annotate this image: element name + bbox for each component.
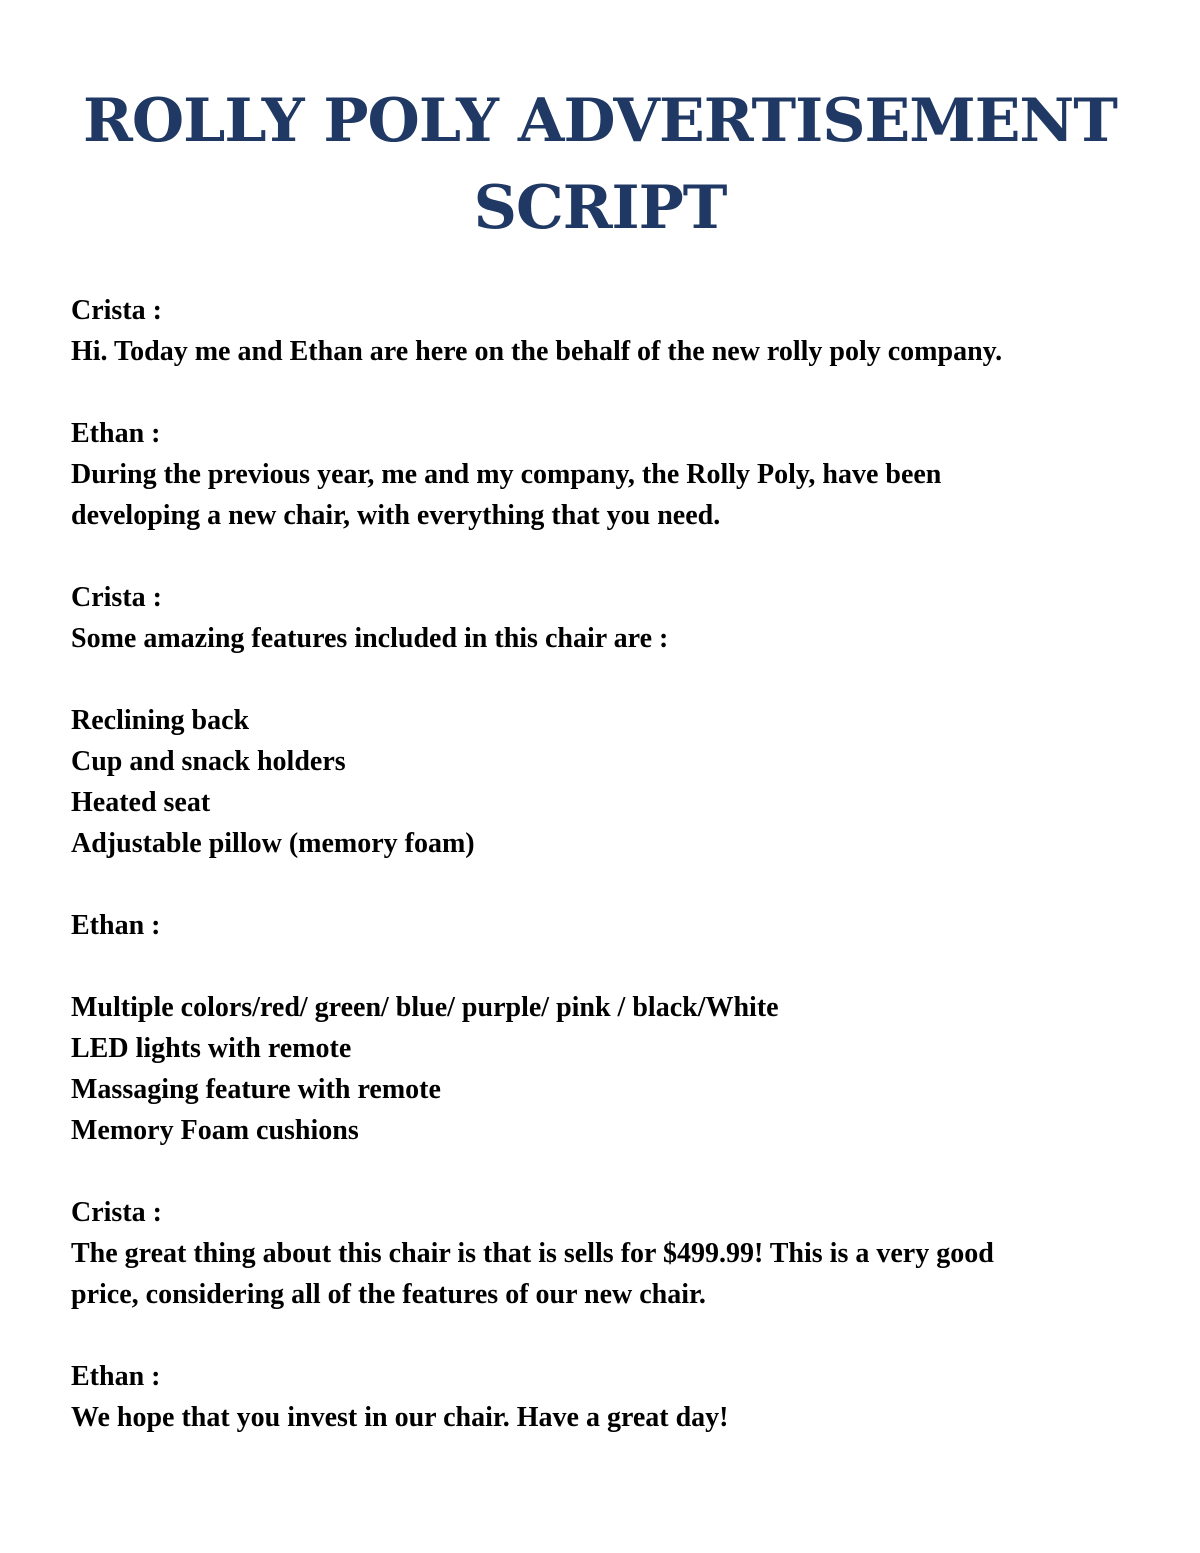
dialogue-line: Some amazing features included in this chair are : xyxy=(71,623,669,654)
paragraph-spacer xyxy=(71,1315,1161,1356)
speaker-label: Crista : xyxy=(71,1197,162,1228)
script-block-crista-3 xyxy=(71,1192,1161,1315)
dialogue-line: price, considering all of the features of our new chair. xyxy=(71,1279,706,1310)
feature-item: Reclining back xyxy=(71,705,250,736)
feature-item: Massaging feature with remote xyxy=(71,1074,441,1105)
title-line-2: SCRIPT xyxy=(473,173,727,243)
feature-list xyxy=(71,700,1161,864)
feature-item: Multiple colors/red/ green/ blue/ purple/ pink / black/White xyxy=(71,992,779,1023)
paragraph-spacer xyxy=(71,864,1161,905)
dialogue-line: The great thing about this chair is that is sells for $499.99! This is a very good xyxy=(71,1238,994,1269)
dialogue-line: Hi. Today me and Ethan are here on the behalf of the new rolly poly company. xyxy=(71,336,1003,367)
script-block-crista-2 xyxy=(71,577,1161,864)
feature-item: Adjustable pillow (memory foam) xyxy=(71,828,475,859)
paragraph-spacer xyxy=(71,536,1161,577)
dialogue-line: We hope that you invest in our chair. Have a great day! xyxy=(71,1402,729,1433)
speaker-label: Ethan : xyxy=(71,418,161,449)
paragraph-spacer xyxy=(71,372,1161,413)
dialogue-line: developing a new chair, with everything that you need. xyxy=(71,500,721,531)
title-line-1: ROLLY POLY ADVERTISEMENT xyxy=(83,86,1117,156)
speaker-label: Crista : xyxy=(71,582,162,613)
page-title xyxy=(60,78,1140,252)
speaker-label: Crista : xyxy=(71,295,162,326)
paragraph-spacer xyxy=(71,946,1161,987)
script-block-crista-1 xyxy=(71,290,1161,372)
speaker-label: Ethan : xyxy=(71,910,161,941)
script-block-ethan-2 xyxy=(71,905,1161,1151)
script-block-ethan-3 xyxy=(71,1356,1161,1438)
dialogue-line: During the previous year, me and my company, the Rolly Poly, have been xyxy=(71,459,942,490)
feature-list xyxy=(71,987,1161,1151)
script-block-ethan-1 xyxy=(71,413,1161,536)
paragraph-spacer xyxy=(71,1151,1161,1192)
feature-item: Heated seat xyxy=(71,787,211,818)
script-body xyxy=(71,290,1161,1438)
feature-item: Memory Foam cushions xyxy=(71,1115,359,1146)
paragraph-spacer xyxy=(71,659,1161,700)
feature-item: Cup and snack holders xyxy=(71,746,346,777)
feature-item: LED lights with remote xyxy=(71,1033,352,1064)
speaker-label: Ethan : xyxy=(71,1361,161,1392)
